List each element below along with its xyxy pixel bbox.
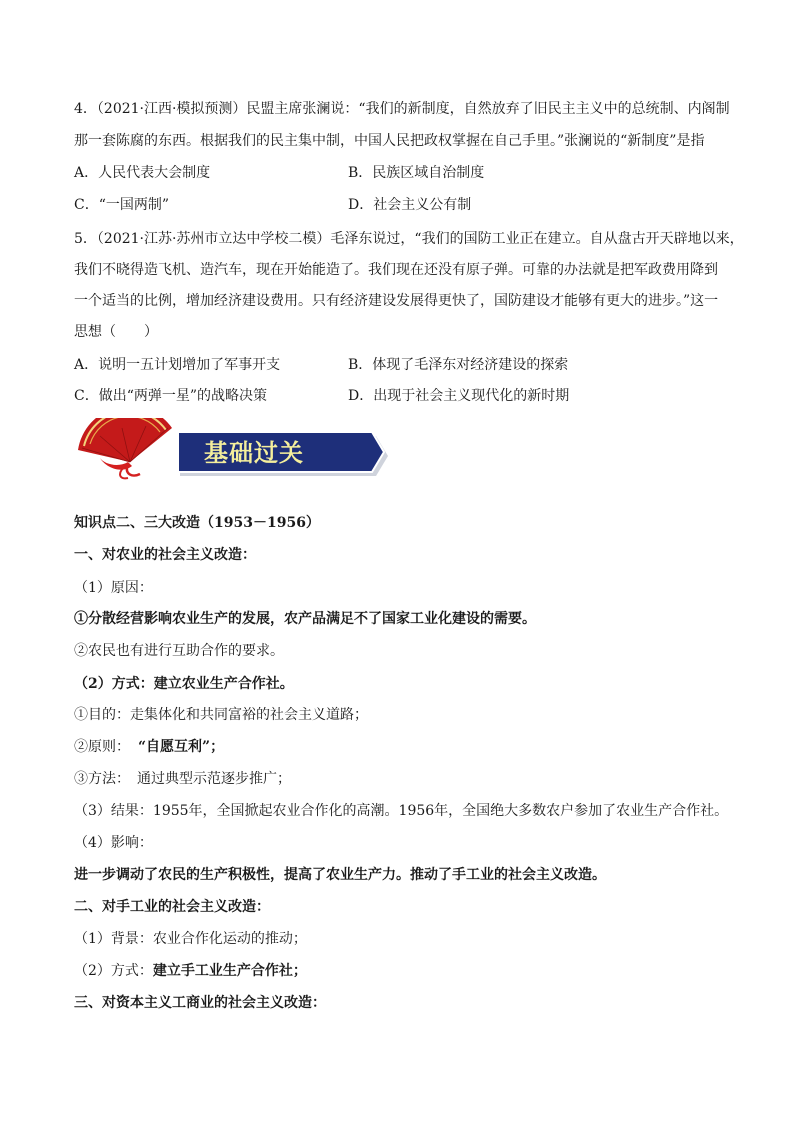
part2-method (74, 961, 307, 981)
q5-stem-line2: 我们不晓得造飞机、造汽车，现在开始能造了。我们现在还没有原子弹。可靠的办法就是把军政费用降到 (74, 262, 718, 278)
q4-option-a: A．人民代表大会制度 (74, 165, 211, 181)
principle-value: “自愿互利”； (138, 739, 225, 755)
part1-approach: ③方法： 通过典型示范逐步推广； (74, 771, 291, 787)
banner-title: 基础过关 (204, 438, 304, 467)
q4-option-d: D．社会主义公有制 (348, 197, 472, 213)
part1-purpose: ①目的：走集体化和共同富裕的社会主义道路； (74, 707, 368, 723)
q4-option-b: B．民族区域自治制度 (348, 165, 485, 181)
fan-icon (78, 418, 172, 478)
part1-reason2: ②农民也有进行互助合作的要求。 (74, 643, 284, 659)
principle-label: ②原则： (74, 739, 130, 755)
part2-title: 二、对手工业的社会主义改造： (74, 899, 270, 915)
part1-impact: 进一步调动了农民的生产积极性，提高了农业生产力。推动了手工业的社会主义改造。 (74, 867, 606, 883)
part2-background: （1）背景：农业合作化运动的推动； (74, 931, 307, 947)
q5-stem-line3: 一个适当的比例，增加经济建设费用。只有经济建设发展得更快了，国防建设才能够有更大的进步。”这一 (74, 293, 719, 309)
q5-stem-line4: 思想（ ） (74, 324, 158, 340)
part1-result: （3）结果：1955年，全国掀起农业合作化的高潮。1956年，全国绝大多数农户参加了农业生产合作社。 (74, 803, 729, 819)
q5-stem-line1: 5．（2021·江苏·苏州市立达中学校二模）毛泽东说过，“我们的国防工业正在建立。自从盘古开天辟地以来， (74, 231, 744, 247)
part1-reason-label: （1）原因： (74, 580, 153, 596)
q4-option-c: C．“一国两制” (74, 197, 170, 213)
part1-title: 一、对农业的社会主义改造： (74, 547, 256, 563)
part3-title: 三、对资本主义工商业的社会主义改造： (74, 995, 326, 1011)
q5-option-d: D．出现于社会主义现代化的新时期 (348, 388, 570, 404)
part2-method-value: 建立手工业生产合作社； (152, 963, 307, 979)
q5-option-c: C．做出“两弹一星”的战略决策 (74, 388, 268, 404)
q5-option-b: B．体现了毛泽东对经济建设的探索 (348, 357, 569, 373)
part1-method: （2）方式：建立农业生产合作社。 (74, 676, 294, 692)
knowledge-heading: 知识点二、三大改造（1953－1956） (74, 515, 320, 531)
part1-impact-label: （4）影响： (74, 835, 153, 851)
part2-method-label: （2）方式： (74, 963, 153, 979)
part1-reason1: ①分散经营影响农业生产的发展，农产品满足不了国家工业化建设的需要。 (74, 611, 536, 627)
part1-principle (74, 737, 224, 757)
q4-stem-line1: 4．（2021·江西·模拟预测）民盟主席张澜说：“我们的新制度，自然放弃了旧民主主义中的总统制、内阁制 (74, 101, 730, 117)
q5-option-a: A．说明一五计划增加了军事开支 (74, 357, 281, 373)
q4-stem-line2: 那一套陈腐的东西。根据我们的民主集中制，中国人民把政权掌握在自己手里。”张澜说的“新制度”是指 (74, 133, 705, 149)
